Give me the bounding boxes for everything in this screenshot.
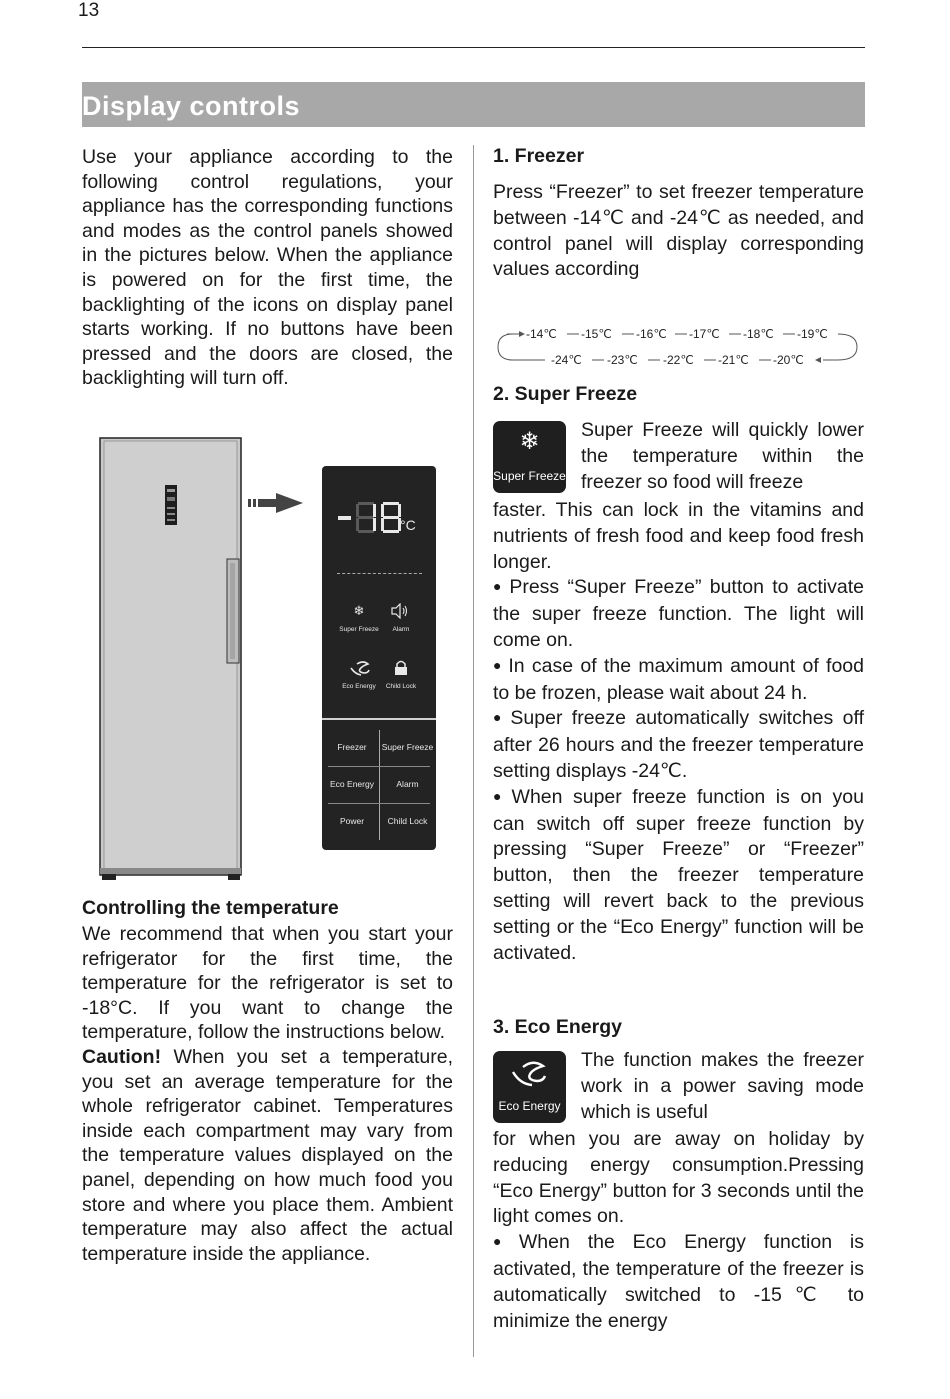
super-freeze-heading: 2. Super Freeze	[493, 383, 638, 405]
freezer-button[interactable]: Freezer	[337, 742, 367, 752]
eco-energy-body	[493, 1127, 864, 1334]
eco-energy-text: for when you are away on holiday by reducing energy consumption.Pressing “Eco Energy” button for 3 seconds until the light comes on.	[493, 1128, 864, 1228]
cycle-top-0: -14℃	[526, 327, 557, 341]
cycle-bottom-2: -22℃	[663, 353, 694, 367]
button-row-divider	[328, 766, 430, 767]
cycle-top-2: -16℃	[636, 327, 667, 341]
eco-energy-badge	[493, 1051, 566, 1123]
alarm-button[interactable]: Alarm	[396, 779, 419, 789]
super-freeze-bullet: ● When super freeze function is on you can switch off super freeze function by pressing “Super Freeze” or “Freezer” button, then the freezer temperature setting will revert back to the previous setting or the “Eco Energy” function will be activated.	[493, 785, 864, 967]
cycle-bottom-3: -21℃	[718, 353, 749, 367]
alarm-indicator-label: Alarm	[392, 626, 410, 633]
eco-energy-badge-label: Eco Energy	[498, 1099, 561, 1113]
speaker-icon	[390, 603, 410, 619]
eco-energy-heading: 3. Eco Energy	[493, 1016, 622, 1038]
super-freeze-button[interactable]: Super Freeze	[381, 742, 434, 752]
super-freeze-bullet: ● Press “Super Freeze” button to activate the super freeze function. The light will come on.	[493, 575, 864, 653]
snowflake-icon: ❄	[519, 428, 540, 455]
arrow-right-icon	[247, 491, 305, 515]
controlling-paragraph: We recommend that when you start your refrigerator for the first time, the temperature for the refrigerator is set to -18°C. If you want to change the temperature, follow the instructions below.	[82, 923, 453, 1044]
leaf-icon	[348, 660, 372, 678]
cycle-top-4: -18℃	[743, 327, 774, 341]
controlling-heading: Controlling the temperature	[82, 897, 339, 919]
temperature-cycle-diagram	[493, 318, 865, 378]
eco-energy-button[interactable]: Eco Energy	[330, 779, 374, 789]
super-freeze-badge	[493, 421, 566, 493]
cycle-bottom-1: -23℃	[607, 353, 638, 367]
display-separator	[337, 573, 422, 574]
cycle-top-1: -15℃	[581, 327, 612, 341]
page-title: Display controls	[82, 91, 301, 121]
super-freeze-indicator-label: Super Freeze	[339, 626, 379, 633]
intro-text: Use your appliance according to the following control regulations, your appliance has the corresponding functions and modes as the control panels showed in the pictures below. When the appliance is powered on for the first time, the backlighting of the icons on display panel starts working. If no buttons have been pressed and the doors are closed, the backlighting will turn off.	[82, 146, 453, 390]
panel-divider	[322, 718, 436, 720]
super-freeze-bullet: ● Super freeze automatically switches off after 26 hours and the freezer temperature setting displays -24℃.	[493, 706, 864, 784]
child-lock-indicator-label: Child Lock	[385, 683, 417, 690]
cycle-bottom-4: -20℃	[773, 353, 804, 367]
column-divider	[473, 145, 474, 1357]
snowflake-icon: ❄	[353, 603, 365, 618]
eco-energy-intro: The function makes the freezer work in a power saving mode which is useful	[581, 1049, 864, 1123]
child-lock-button[interactable]: Child Lock	[387, 816, 428, 826]
cycle-top-5: -19℃	[797, 327, 828, 341]
freezer-text: Press “Freezer” to set freezer temperature between -14℃ and -24℃ as needed, and control panel will display corresponding values according	[493, 181, 864, 281]
cycle-bottom-0: -24℃	[551, 353, 582, 367]
lock-icon	[394, 660, 408, 676]
super-freeze-text: faster. This can lock in the vitamins and nutrients of fresh food and keep food fresh longer.	[493, 499, 864, 573]
caution-text: When you set a temperature, you set an average temperature for the whole refrigerator cabinet. Temperatures inside each compartment may vary from the temperature values displayed on the panel, depending on how much food you store and where you place them. Ambient temperature may also affect the actual temperature inside the appliance.	[82, 1045, 453, 1265]
control-panel	[322, 466, 436, 850]
power-button[interactable]: Power	[339, 816, 365, 826]
super-freeze-bullet: ● In case of the maximum amount of food to be frozen, please wait about 24 h.	[493, 654, 864, 707]
super-freeze-badge-label: Super Freeze	[493, 469, 566, 483]
cycle-top-3: -17℃	[689, 327, 720, 341]
super-freeze-intro: Super Freeze will quickly lower the temperature within the freezer so food will freeze	[581, 419, 864, 493]
freezer-heading: 1. Freezer	[493, 145, 585, 167]
eco-energy-indicator-label: Eco Energy	[342, 683, 376, 690]
display-unit: °C	[400, 517, 416, 533]
leaf-icon	[493, 1057, 566, 1091]
button-row-divider	[328, 803, 430, 804]
caution-paragraph	[82, 1045, 453, 1266]
page-number: 13	[78, 0, 100, 21]
controlling-body	[82, 922, 453, 1266]
intro-paragraph	[82, 145, 453, 391]
eco-energy-bullet: ● When the Eco Energy function is activated, the temperature of the freezer is automatically switched to -15℃ to minimize the energy	[493, 1230, 864, 1334]
freezer-illustration	[97, 437, 247, 884]
super-freeze-body	[493, 498, 864, 966]
header-rule	[82, 47, 865, 48]
caution-label: Caution!	[82, 1045, 162, 1068]
